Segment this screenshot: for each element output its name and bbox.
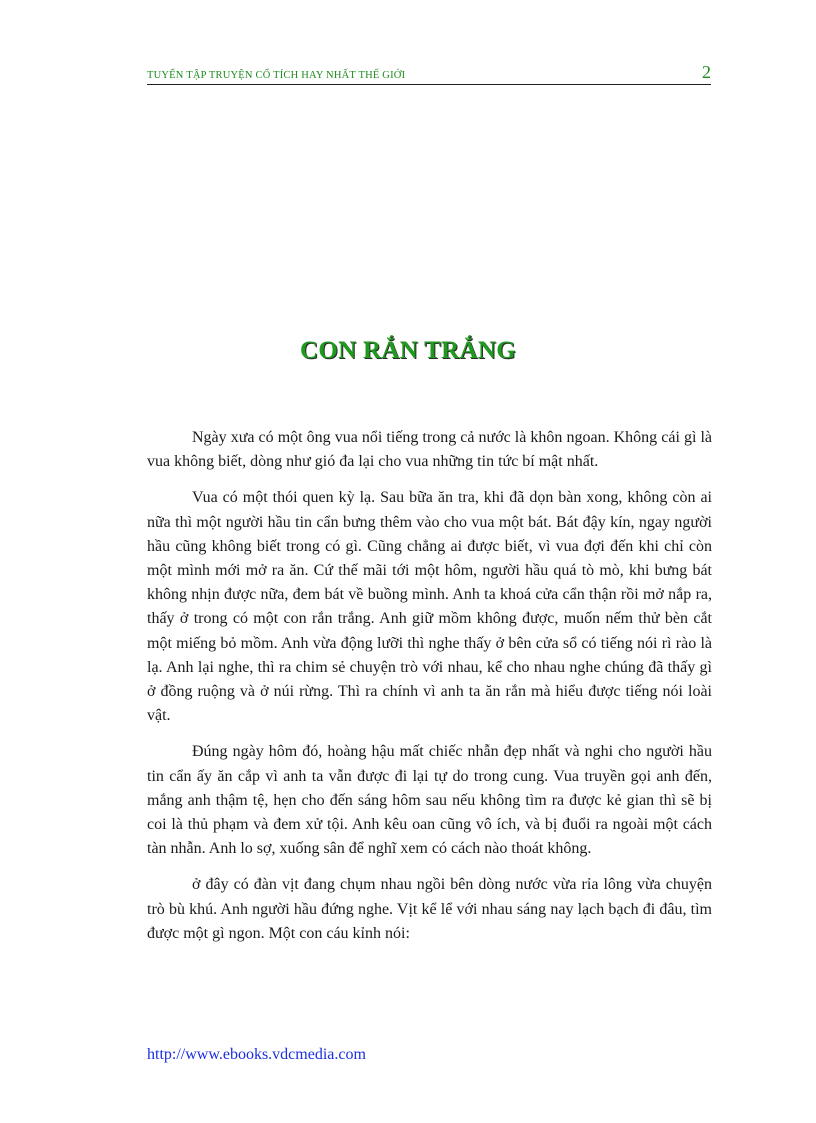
running-header	[147, 60, 711, 85]
paragraph: Ngày xưa có một ông vua nổi tiếng trong cả nước là khôn ngoan. Không cái gì là vua không biết, dòng như gió đa lại cho vua những tin tức bí mật nhất.	[147, 429, 712, 471]
footer-website-link[interactable]: http://www.ebooks.vdcmedia.com	[147, 1046, 366, 1063]
story-body	[147, 426, 712, 958]
running-title: TUYỂN TẬP TRUYỆN CỔ TÍCH HAY NHẤT THẾ GIỚI	[147, 70, 406, 81]
paragraph: Đúng ngày hôm đó, hoàng hậu mất chiếc nhẫn đẹp nhất và nghi cho người hầu tin cẩn ấy ăn cắp vì anh ta vẫn được đi lại tự do trong cung. Vua truyền gọi anh đến, mắng anh thậm tệ, hẹn cho đến sáng hôm sau nếu không tìm ra được kẻ gian thì sẽ bị coi là thủ phạm và đem xử tội. Anh kêu oan cũng vô ích, và bị đuổi ra ngoài một cách tàn nhẫn. Anh lo sợ, xuống sân để nghĩ xem có cách nào thoát không.	[147, 743, 712, 858]
story-title: CON RẮN TRẮNG	[300, 337, 516, 364]
page-number: 2	[702, 62, 711, 82]
paragraph: ở đây có đàn vịt đang chụm nhau ngồi bên dòng nước vừa rỉa lông vừa chuyện trò bù khú. Anh người hầu đứng nghe. Vịt kể lể với nhau sáng nay lạch bạch đi đâu, tìm được một gì ngon. Một con cáu kỉnh nói:	[147, 876, 712, 942]
paragraph: Vua có một thói quen kỳ lạ. Sau bữa ăn tra, khi đã dọn bàn xong, không còn ai nữa thì một người hầu tin cẩn bưng thêm vào cho vua một bát. Bát đậy kín, ngay người hầu cũng không biết trong có gì. Cũng chẳng ai được biết, vì vua đợi đến khi chỉ còn một mình mới mở ra ăn. Cứ thế mãi tới một hôm, người hầu quá tò mò, khi bưng bát không nhịn được nữa, đem bát về buồng mình. Anh ta khoá cửa cẩn thận rồi mở nắp ra, thấy ở trong có một con rắn trắng. Anh giữ mồm không được, muốn nếm thử bèn cắt một miếng bỏ mồm. Anh vừa động lưỡi thì nghe thấy ở bên cửa sổ có tiếng nói rì rào là lạ. Anh lại nghe, thì ra chim sẻ chuyện trò với nhau, kể cho nhau nghe chúng đã thấy gì ở đồng ruộng và ở núi rừng. Thì ra chính vì anh ta ăn rắn mà hiểu được tiếng nói loài vật.	[147, 489, 712, 725]
